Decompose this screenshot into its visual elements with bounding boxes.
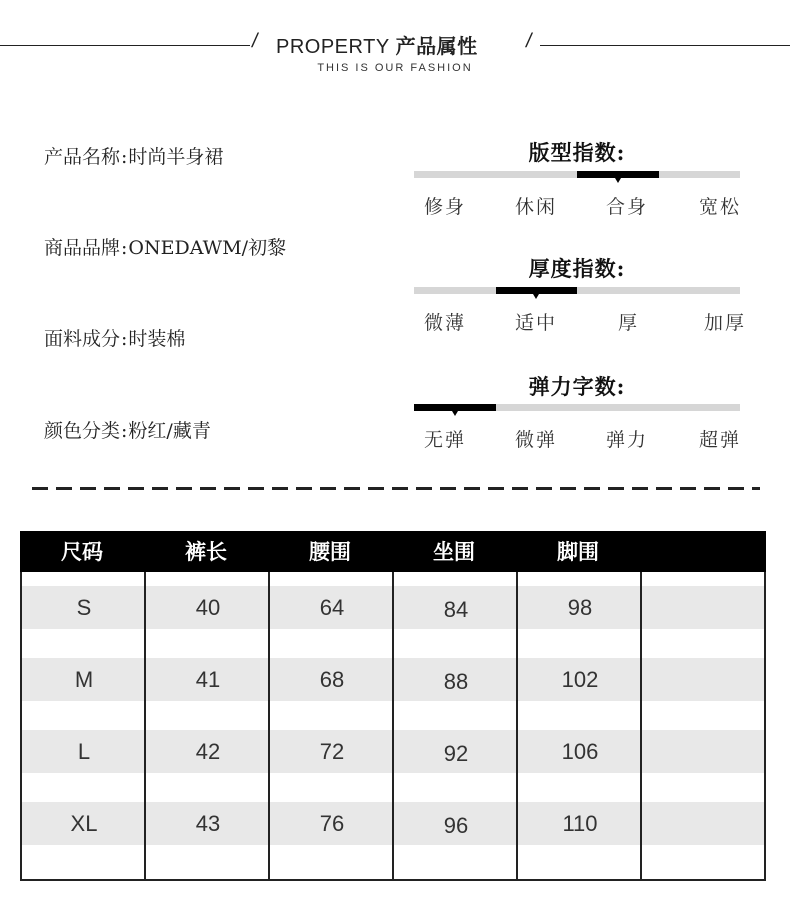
cell-hip: 92 xyxy=(443,741,469,766)
cell-size: L xyxy=(77,739,91,764)
fit-index-options xyxy=(414,192,754,216)
thickness-index-options xyxy=(414,308,754,332)
thickness-option: 适中 xyxy=(515,312,558,334)
header-line-left xyxy=(0,45,250,46)
thickness-option: 微薄 xyxy=(424,312,467,334)
header-cell-waist: 腰围 xyxy=(309,539,351,564)
thickness-option: 加厚 xyxy=(704,312,747,334)
cell-length: 43 xyxy=(195,811,221,836)
thickness-index-marker xyxy=(496,287,578,294)
elasticity-index-options xyxy=(414,425,754,449)
elasticity-index-marker xyxy=(414,404,496,411)
cell-hem: 110 xyxy=(562,811,598,836)
header-cell-length: 裤长 xyxy=(185,539,227,564)
property-name: 产品名称:时尚半身裙 xyxy=(44,146,224,168)
header-slash-left: / xyxy=(250,30,260,52)
fit-option: 宽松 xyxy=(699,196,742,218)
cell-length: 40 xyxy=(195,595,221,620)
header-cell-hem: 脚围 xyxy=(557,539,599,564)
thickness-index-track xyxy=(414,287,740,294)
table-header xyxy=(20,531,766,572)
cell-length: 41 xyxy=(195,667,221,692)
header-slash-right: / xyxy=(524,30,534,52)
header-cell-size: 尺码 xyxy=(61,539,103,564)
fit-option: 休闲 xyxy=(515,196,558,218)
elasticity-option: 超弹 xyxy=(699,429,742,451)
property-material: 面料成分:时装棉 xyxy=(44,328,186,350)
header-cell-blank xyxy=(640,531,764,572)
fit-index-marker xyxy=(577,171,659,178)
cell-waist: 68 xyxy=(319,667,345,692)
fit-index-title: 版型指数: xyxy=(528,140,626,165)
elasticity-index-title: 弹力字数: xyxy=(528,374,626,399)
cell-hip: 84 xyxy=(443,597,469,622)
header-cell-hip: 坐围 xyxy=(433,539,475,564)
cell-size: XL xyxy=(70,811,98,836)
cell-length: 42 xyxy=(195,739,221,764)
header-line-right xyxy=(540,45,790,46)
cell-hip: 88 xyxy=(443,669,469,694)
cell-hem: 102 xyxy=(561,667,599,692)
elasticity-index-track xyxy=(414,404,740,411)
page-title xyxy=(276,30,478,59)
cell-waist: 72 xyxy=(319,739,345,764)
elasticity-option: 微弹 xyxy=(515,429,558,451)
fit-option: 修身 xyxy=(424,196,467,218)
size-table xyxy=(20,531,766,881)
elasticity-option: 弹力 xyxy=(606,429,649,451)
cell-waist: 76 xyxy=(319,811,345,836)
cell-hem: 98 xyxy=(567,595,593,620)
property-color: 颜色分类:粉红/藏青 xyxy=(44,420,211,442)
thickness-index-title: 厚度指数: xyxy=(528,256,626,281)
thickness-option: 厚 xyxy=(618,312,640,334)
cell-hem: 106 xyxy=(561,739,599,764)
cell-size: S xyxy=(76,595,92,620)
cell-waist: 64 xyxy=(319,595,345,620)
title-en: PROPERTY xyxy=(276,36,390,58)
fit-option: 合身 xyxy=(606,196,649,218)
page-subtitle: THIS IS OUR FASHION xyxy=(317,62,473,74)
title-cn: 产品属性 xyxy=(395,34,478,58)
property-brand: 商品品牌:ONEDAWM/初黎 xyxy=(44,237,287,259)
elasticity-option: 无弹 xyxy=(424,429,467,451)
cell-size: M xyxy=(74,667,94,692)
cell-hip: 96 xyxy=(443,813,469,838)
fit-index-track xyxy=(414,171,740,178)
dashed-divider xyxy=(32,487,760,490)
